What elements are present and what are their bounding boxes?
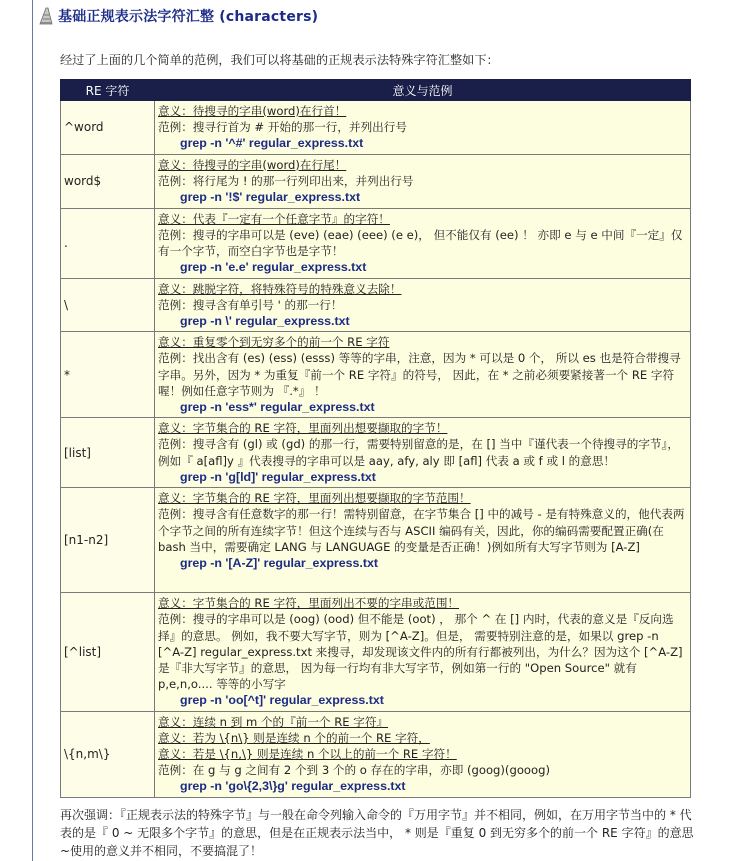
example-text: 范例：搜寻的字串可以是 (eve) (eae) (eee) (e e)， 但不能仅有 (ee) ！ 亦即 e 与 e 中间『一定』仅有一个字节，而空白字节也是字节！	[158, 227, 683, 259]
example-text: 范例：搜寻的字串可以是 (oog) (ood) 但不能是 (oot) ， 那个 ^ 在 [] 内时，代表的意义是『反向选择』的意思。 例如，我不要大写字节，则为 [^A-Z]。但是， 需要特别注意的是，如果以 grep -n [^A-Z] regular_express.txt 来搜寻，却发现该文件内的所有行都被列出，为什么？因为这个 [^A-Z] 是『非大写字节』的意思， 因为每一行均有非大写字节，例如第一行的 "Open Source" 就有 p,e,n,o.... 等等的小写字	[158, 612, 683, 692]
example-text: 范例：搜寻含有单引号 ' 的那一行！	[158, 297, 343, 312]
meaning-text: 意义：待搜寻的字串(word)在行首！	[158, 104, 347, 118]
meaning-text: 意义：跳脱字符，将特殊符号的特殊意义去除！	[158, 281, 402, 296]
example-text: 范例：搜寻行首为 # 开始的那一行，并列出行号	[158, 120, 407, 135]
table-row	[61, 711, 691, 797]
table-row	[61, 488, 691, 593]
section-heading	[38, 6, 318, 26]
grep-command: grep -n 'oo[^t]' regular_express.txt	[180, 693, 384, 708]
table-row	[61, 278, 691, 332]
description-cell	[155, 208, 691, 278]
re-pattern-cell: word$	[61, 154, 155, 208]
grep-command: grep -n '[A-Z]' regular_express.txt	[180, 556, 378, 571]
meaning-text: 意义：字节集合的 RE 字符，里面列出想要撷取的字节范围！	[158, 491, 471, 506]
example-text: 范例：在 g 与 g 之间有 2 个到 3 个的 o 存在的字串，亦即 (goog)(gooog)	[158, 763, 550, 778]
table-row	[61, 208, 691, 278]
table-body	[61, 101, 691, 798]
grep-command: grep -n \' regular_express.txt	[180, 314, 350, 329]
meaning-text: 意义：连续 n 到 m 个的『前一个 RE 字符』	[158, 714, 389, 729]
grep-command: grep -n '!$' regular_express.txt	[180, 190, 361, 205]
re-pattern-cell: [^list]	[61, 593, 155, 711]
table-row	[61, 154, 691, 208]
re-pattern-cell: [n1-n2]	[61, 488, 155, 593]
example-text: 范例：搜寻含有任意数字的那一行！需特别留意，在字节集合 [] 中的减号 - 是有特殊意义的，他代表两个字节之间的所有连续字节！但这个连续与否与 ASCII 编码有关，因此，你的编码需要配置正确(在 bash 当中，需要确定 LANG 与 LANGUAGE 的变量是否正确！)例如所有大写字节则为 [A-Z]	[158, 507, 685, 554]
meaning-text: 意义：代表『一定有一个任意字节』的字符！	[158, 211, 390, 226]
meaning-text: 意义：待搜寻的字串(word)在行尾！	[158, 157, 347, 172]
description-cell	[155, 593, 691, 711]
example-text: 范例：将行尾为 ! 的那一行列印出来，并列出行号	[158, 173, 414, 188]
example-text: 范例：搜寻含有 (gl) 或 (gd) 的那一行，需要特别留意的是，在 [] 当中『谨代表一个待搜寻的字节』， 例如『 a[afl]y 』代表搜寻的字串可以是 aay, afy, aly 即 [afl] 代表 a 或 f 或 l 的意思！	[158, 437, 679, 468]
grep-command: grep -n 'ess*' regular_express.txt	[180, 400, 375, 415]
header-meaning-example: 意义与范例	[155, 80, 691, 101]
re-pattern-cell: .	[61, 208, 155, 278]
meaning-text: 意义：若为 \{n\} 则是连续 n 个的前一个 RE 字符，	[158, 730, 430, 745]
meaning-text: 意义：字节集合的 RE 字符，里面列出想要撷取的字节！	[158, 421, 448, 436]
description-cell	[155, 154, 691, 208]
footnote-text: 再次强调：『正规表示法的特殊字节』与一般在命令列输入命令的『万用字节』并不相同，例如，在万用字节当中的 * 代表的是『 0 ~ 无限多个字节』的意思，但是在正规表示法当中， * 则是『重复 0 到无穷多个的前一个 RE 字符』的意思~使用的意义并不相同，不要搞混了！	[60, 808, 694, 858]
grep-command: grep -n 'go\{2,3\}g' regular_express.txt	[180, 779, 406, 794]
table-row	[61, 332, 691, 418]
re-pattern-cell: \{n,m\}	[61, 711, 155, 797]
meaning-text: 意义：若是 \{n,\} 则是连续 n 个以上的前一个 RE 字符！	[158, 747, 457, 762]
table-row	[61, 418, 691, 488]
meaning-text: 意义：重复零个到无穷多个的前一个 RE 字符	[158, 335, 390, 350]
grep-command: grep -n 'e.e' regular_express.txt	[180, 260, 367, 275]
table-row	[61, 593, 691, 711]
description-cell	[155, 488, 691, 593]
meaning-text: 意义：字节集合的 RE 字符，里面列出不要的字串或范围！	[158, 596, 460, 611]
left-border	[32, 0, 33, 861]
intro-text: 经过了上面的几个简单的范例，我们可以将基础的正规表示法特殊字符汇整如下：	[60, 53, 499, 67]
pencil-icon	[38, 7, 54, 25]
description-cell	[155, 418, 691, 488]
table-row	[61, 101, 691, 155]
re-pattern-cell: [list]	[61, 418, 155, 488]
grep-command: grep -n 'g[ld]' regular_express.txt	[180, 469, 376, 484]
re-characters-table	[60, 79, 691, 798]
section-title: 基础正规表示法字符汇整 (characters)	[58, 9, 319, 25]
re-pattern-cell: ^word	[61, 101, 155, 155]
example-text: 范例：找出含有 (es) (ess) (esss) 等等的字串，注意，因为 * 可以是 0 个， 所以 es 也是符合带搜寻字串。另外，因为 * 为重复『前一个 RE 字符』的符号， 因此，在 * 之前必须要紧接著一个 RE 字符喔！例如任意字节则为 『.*』 ！	[158, 351, 681, 398]
description-cell	[155, 101, 691, 155]
description-cell	[155, 711, 691, 797]
re-pattern-cell: *	[61, 332, 155, 418]
re-pattern-cell: \	[61, 278, 155, 332]
table-header-row	[61, 80, 691, 101]
description-cell	[155, 332, 691, 418]
header-re-char: RE 字符	[61, 80, 155, 101]
description-cell	[155, 278, 691, 332]
grep-command: grep -n '^#' regular_express.txt	[180, 136, 364, 151]
